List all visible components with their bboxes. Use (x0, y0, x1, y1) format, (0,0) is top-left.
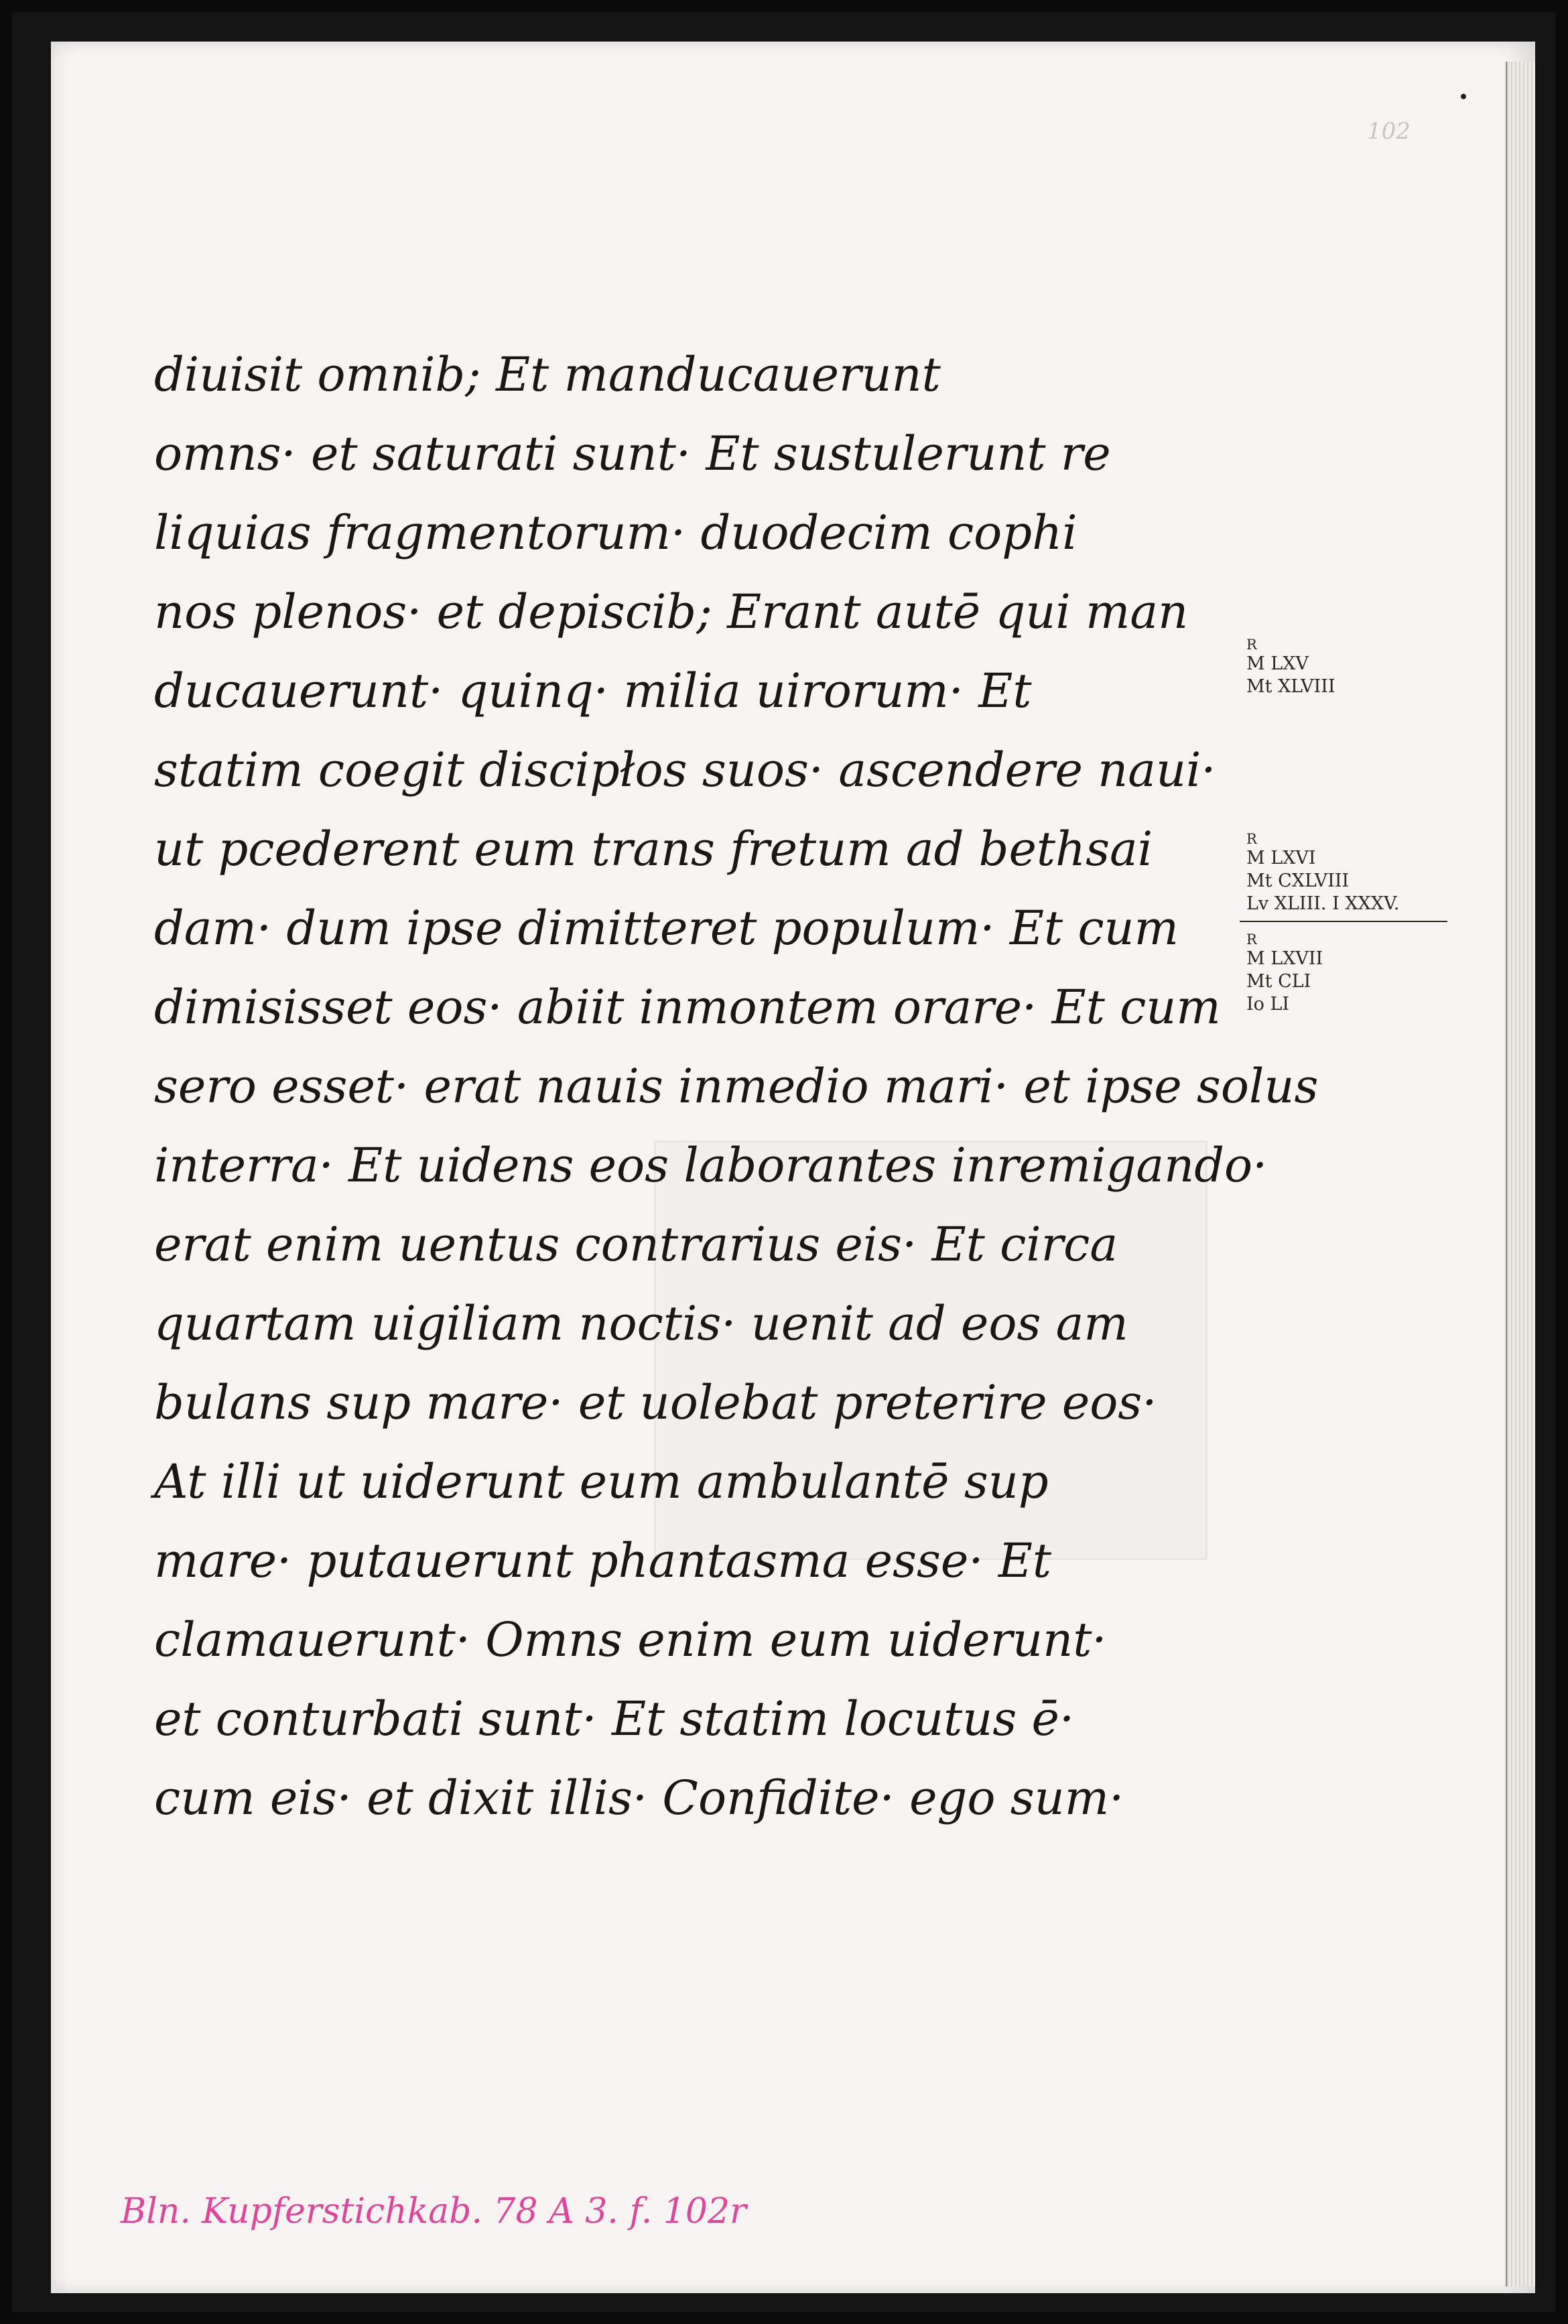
catalog-shelfmark: Bln. Kupferstichkab. 78 A 3. f. 102r (121, 2191, 746, 2232)
text-line: cum eis· et dixit illis· Confidite· ego sum· (154, 1770, 1124, 1825)
text-line: statim coegit discipłos suos· ascendere naui· (154, 743, 1216, 797)
margin-note-line: Lv XLIII. I XXXV. (1246, 893, 1400, 914)
text-line: interra· Et uidens eos laborantes inremigando· (154, 1138, 1268, 1193)
folio-number: 102 (1367, 118, 1411, 145)
text-line: nos plenos· et depiscib; Erant autē qui man (154, 584, 1189, 639)
text-line: dimisisset eos· abiit inmontem orare· Et cum (154, 980, 1221, 1035)
margin-note-line: R (1246, 831, 1257, 847)
text-line: liquias fragmentorum· duodecim cophi (154, 505, 1077, 560)
text-line: ducauerunt· quinq· milia uirorum· Et (154, 663, 1032, 718)
text-line: ut pcederent eum trans fretum ad bethsai (154, 822, 1153, 877)
text-line: mare· putauerunt phantasma esse· Et (154, 1533, 1052, 1588)
margin-note-group (1246, 931, 1467, 1016)
margin-note-line: Mt CXLVIII (1246, 870, 1350, 891)
text-line: clamauerunt· Omns enim eum uiderunt· (154, 1612, 1107, 1667)
margin-note-line: R (1246, 931, 1257, 948)
margin-note-line: M LXVI (1246, 848, 1316, 868)
text-line: sero esset· erat nauis inmedio mari· et ipse solus (154, 1059, 1319, 1114)
margin-spacer (1246, 704, 1467, 831)
text-line: At illi ut uiderunt eum ambulantē sup (154, 1454, 1049, 1509)
margin-note-group (1246, 831, 1467, 915)
text-line: erat enim uentus contrarius eis· Et circa (154, 1217, 1118, 1272)
margin-note-line: R (1246, 637, 1257, 653)
margin-note-line: M LXVII (1246, 948, 1323, 969)
text-line: quartam uigiliam noctis· uenit ad eos am (154, 1296, 1128, 1351)
text-line: diuisit omnib; Et manducauerunt (154, 347, 941, 402)
margin-note-line: M LXV (1246, 653, 1309, 674)
text-line: et conturbati sunt· Et statim locutus ē· (154, 1691, 1075, 1746)
margin-divider (1240, 921, 1447, 922)
marginal-concordance (1246, 637, 1467, 1021)
text-line: dam· dum ipse dimitteret populum· Et cum (154, 901, 1179, 956)
margin-note-line: Mt CLI (1246, 971, 1311, 992)
text-line: bulans sup mare· et uolebat preterire eos· (154, 1375, 1157, 1430)
page-edges (1506, 62, 1535, 2286)
ink-dot (1461, 94, 1466, 99)
text-line: omns· et saturati sunt· Et sustulerunt re (154, 426, 1111, 481)
margin-note-line: Io LI (1246, 994, 1290, 1015)
margin-note-group (1246, 637, 1467, 698)
margin-note-line: Mt XLVIII (1246, 676, 1335, 697)
